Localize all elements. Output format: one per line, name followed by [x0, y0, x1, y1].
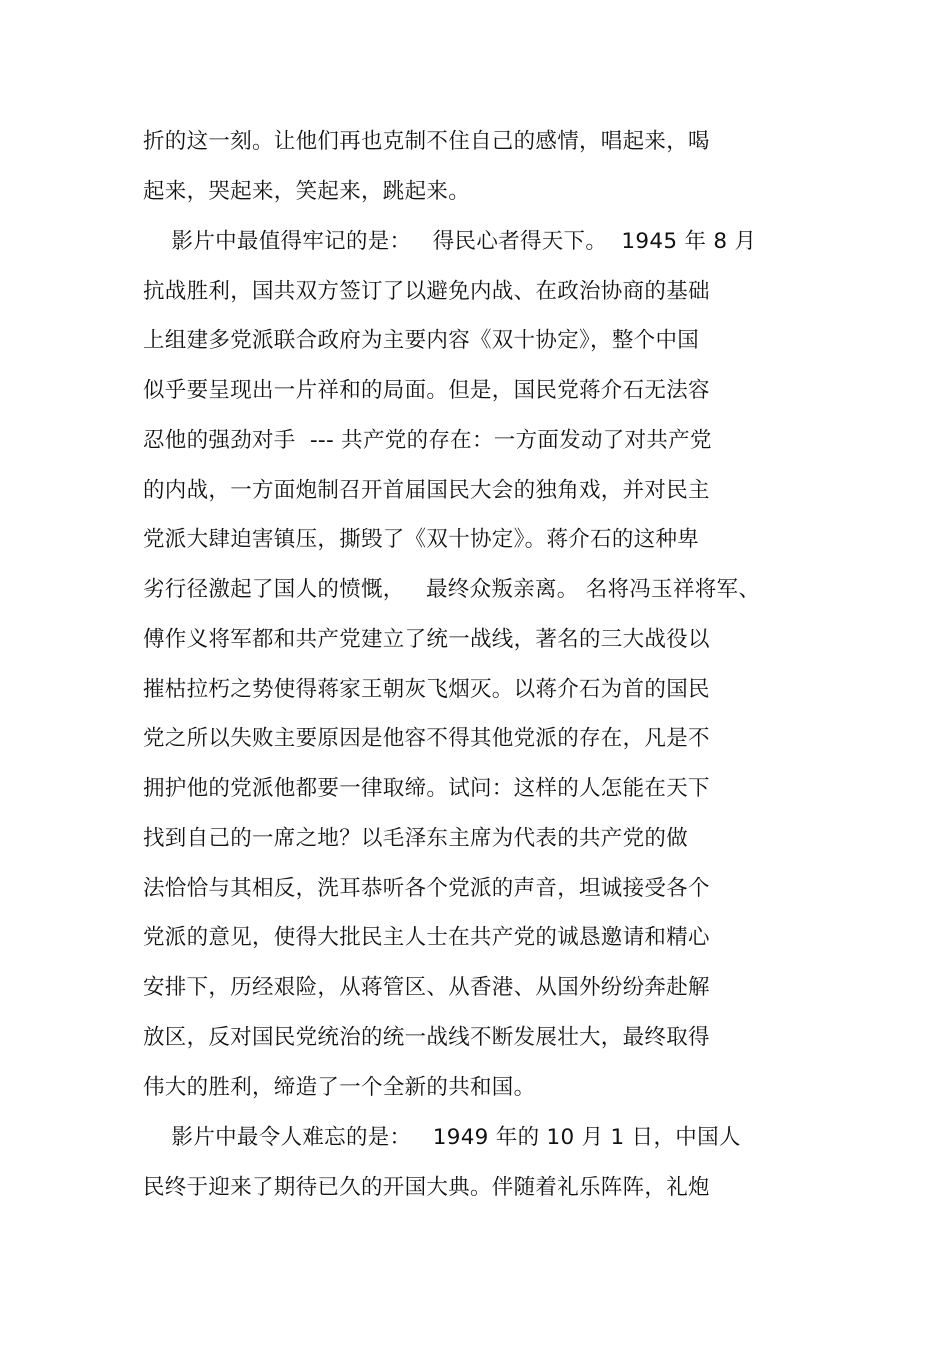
text-line: 上组建多党派联合政府为主要内容《双十协定》，整个中国 [143, 328, 700, 353]
text-line: 抗战胜利，国共双方签订了以避免内战、在政治协商的基础 [143, 279, 710, 304]
text-line: 忍他的强劲对手 --- 共产党的存在：一方面发动了对共产党 [143, 428, 712, 453]
text-line: 安排下，历经艰险，从蒋管区、从香港、从国外纷纷奔赴解 [143, 975, 710, 1000]
text-line: 傅作义将军都和共产党建立了统一战线，著名的三大战役以 [143, 627, 710, 652]
text-line: 似乎要呈现出一片祥和的局面。但是，国民党蒋介石无法容 [143, 378, 710, 403]
text-line: 劣行径激起了国人的愤慨， 最终众叛亲离。 名将冯玉祥将军、 [143, 577, 761, 602]
text-line: 起来，哭起来，笑起来，跳起来。 [143, 179, 471, 204]
text-line: 民终于迎来了期待已久的开国大典。伴随着礼乐阵阵，礼炮 [143, 1175, 710, 1200]
text-line: 党派大肆迫害镇压，撕毁了《双十协定》。蒋介石的这种卑 [143, 527, 700, 552]
text-line: 找到自己的一席之地？以毛泽东主席为代表的共产党的做 [143, 826, 689, 851]
text-line: 伟大的胜利，缔造了一个全新的共和国。 [143, 1075, 536, 1100]
text-line: 摧枯拉朽之势使得蒋家王朝灰飞烟灭。以蒋介石为首的国民 [143, 677, 710, 702]
text-line: 影片中最令人难忘的是： 1949 年的 10 月 1 日，中国人 [143, 1125, 741, 1150]
text-line: 党之所以失败主要原因是他容不得其他党派的存在，凡是不 [143, 726, 710, 751]
text-line: 的内战，一方面炮制召开首届国民大会的独角戏，并对民主 [143, 478, 710, 503]
text-line: 党派的意见，使得大批民主人士在共产党的诚恳邀请和精心 [143, 925, 710, 950]
text-line: 放区，反对国民党统治的统一战线不断发展壮大，最终取得 [143, 1025, 710, 1050]
text-line: 法恰恰与其相反，洗耳恭听各个党派的声音，坦诚接受各个 [143, 876, 710, 901]
text-line: 拥护他的党派他都要一律取缔。试问：这样的人怎能在天下 [143, 776, 710, 801]
text-line: 影片中最值得牢记的是： 得民心者得天下。 1945 年 8 月 [143, 229, 757, 254]
text-line: 折的这一刻。让他们再也克制不住自己的感情，唱起来，喝 [143, 129, 710, 154]
